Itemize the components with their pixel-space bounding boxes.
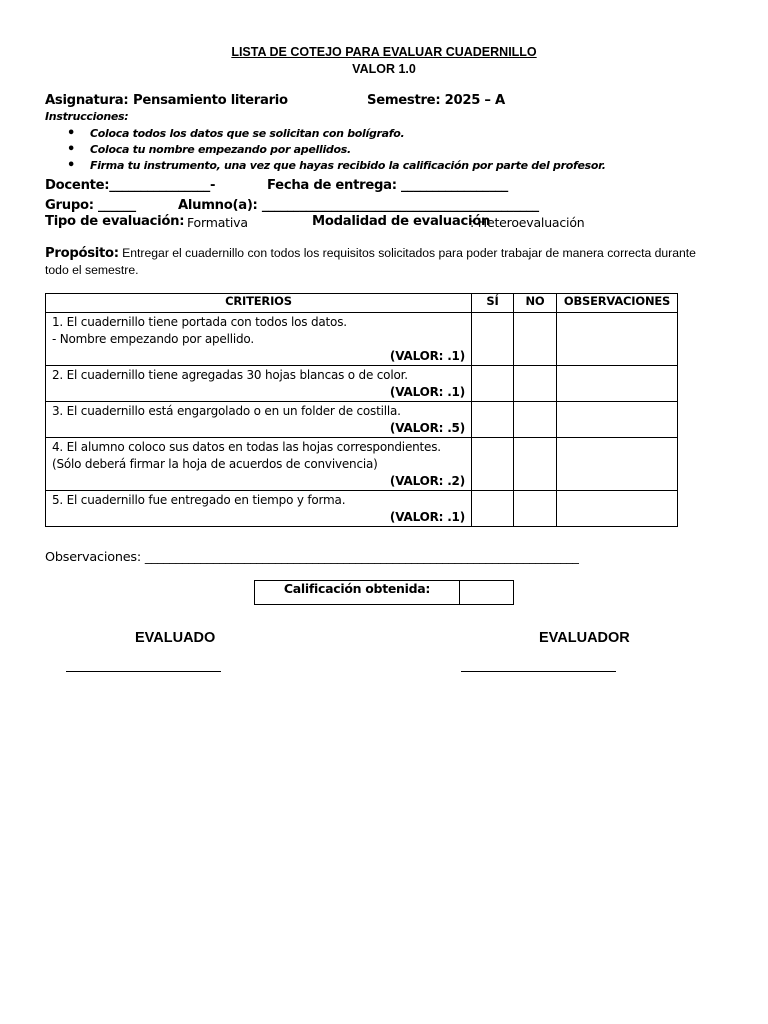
table-row <box>46 313 678 366</box>
header-si: SÍ <box>472 294 514 313</box>
docente-field[interactable]: Docente:________________- <box>45 178 216 193</box>
si-cell[interactable] <box>472 438 514 491</box>
criterio-valor: (VALOR: .5) <box>389 421 465 435</box>
alumno-field[interactable]: Alumno(a): ____________________________________________ <box>178 198 539 213</box>
criterio-cell <box>46 402 472 438</box>
no-cell[interactable] <box>514 402 557 438</box>
observaciones-cell[interactable] <box>557 491 678 527</box>
criterio-text: 2. El cuadernillo tiene agregadas 30 hojas blancas o de color. <box>52 368 408 382</box>
calificacion-box <box>254 580 514 605</box>
instruccion-item: • Firma tu instrumento, una vez que hayas recibido la calificación por parte del profesor. <box>45 158 606 174</box>
observaciones-cell[interactable] <box>557 438 678 491</box>
instrucciones-label: Instrucciones: <box>45 110 129 123</box>
si-cell[interactable] <box>472 366 514 402</box>
criterios-table <box>45 293 678 527</box>
calificacion-divider <box>459 581 460 604</box>
criterio-text: (Sólo deberá firmar la hoja de acuerdos de convivencia) <box>52 457 378 471</box>
no-cell[interactable] <box>514 491 557 527</box>
criterio-valor: (VALOR: .2) <box>389 474 465 488</box>
proposito-paragraph <box>45 245 715 279</box>
criterio-cell <box>46 313 472 366</box>
calificacion-label: Calificación obtenida: <box>283 581 431 596</box>
header-no: NO <box>514 294 557 313</box>
observaciones-cell[interactable] <box>557 313 678 366</box>
table-header-row <box>46 294 678 313</box>
table-row <box>46 402 678 438</box>
grupo-field[interactable]: Grupo: ______ <box>45 198 136 213</box>
no-cell[interactable] <box>514 313 557 366</box>
observaciones-field[interactable]: Observaciones: ______________________________________________________________________ <box>45 550 579 565</box>
instruccion-item: • Coloca tu nombre empezando por apellidos. <box>45 142 606 158</box>
si-cell[interactable] <box>472 313 514 366</box>
criterio-text: 1. El cuadernillo tiene portada con todos los datos. <box>52 315 347 329</box>
evaluado-label: EVALUADO <box>135 630 216 646</box>
semestre-field: Semestre: 2025 – A <box>367 93 505 108</box>
modalidad-label: Modalidad de evaluación <box>312 214 491 229</box>
modalidad-value: : Heteroevaluación <box>470 215 585 230</box>
criterio-text: - Nombre empezando por apellido. <box>52 332 254 346</box>
document-subtitle: VALOR 1.0 <box>352 62 416 76</box>
fecha-entrega-field[interactable]: Fecha de entrega: _________________ <box>267 178 508 193</box>
table-row <box>46 491 678 527</box>
si-cell[interactable] <box>472 402 514 438</box>
criterio-text: 5. El cuadernillo fue entregado en tiempo y forma. <box>52 493 346 507</box>
evaluador-label: EVALUADOR <box>539 630 630 646</box>
criterio-valor: (VALOR: .1) <box>389 349 465 363</box>
proposito-text: Entregar el cuadernillo con todos los requisitos solicitados para poder trabajar de manera correcta durante todo el semestre. <box>45 246 696 277</box>
observaciones-cell[interactable] <box>557 366 678 402</box>
asignatura-value: Pensamiento literario <box>133 93 288 108</box>
criterio-cell <box>46 438 472 491</box>
no-cell[interactable] <box>514 366 557 402</box>
evaluado-signature-line[interactable] <box>66 671 221 673</box>
document-title: LISTA DE COTEJO PARA EVALUAR CUADERNILLO <box>231 45 537 59</box>
criterio-text: 4. El alumno coloco sus datos en todas las hojas correspondientes. <box>52 440 441 454</box>
si-cell[interactable] <box>472 491 514 527</box>
table-row <box>46 366 678 402</box>
no-cell[interactable] <box>514 438 557 491</box>
criterio-valor: (VALOR: .1) <box>389 385 465 399</box>
tipo-evaluacion-value: Formativa <box>187 215 248 230</box>
criterio-cell <box>46 491 472 527</box>
observaciones-cell[interactable] <box>557 402 678 438</box>
evaluador-signature-line[interactable] <box>461 671 616 673</box>
header-criterios: CRITERIOS <box>46 294 472 313</box>
instrucciones-list <box>45 126 606 174</box>
criterio-cell <box>46 366 472 402</box>
asignatura-label: Asignatura: <box>45 93 129 108</box>
header-observaciones: OBSERVACIONES <box>557 294 678 313</box>
criterio-text: 3. El cuadernillo está engargolado o en un folder de costilla. <box>52 404 401 418</box>
criterio-valor: (VALOR: .1) <box>389 510 465 524</box>
table-row <box>46 438 678 491</box>
tipo-evaluacion-label: Tipo de evaluación: <box>45 214 185 229</box>
instruccion-item: • Coloca todos los datos que se solicitan con bolígrafo. <box>45 126 606 142</box>
proposito-label: Propósito: <box>45 246 119 261</box>
